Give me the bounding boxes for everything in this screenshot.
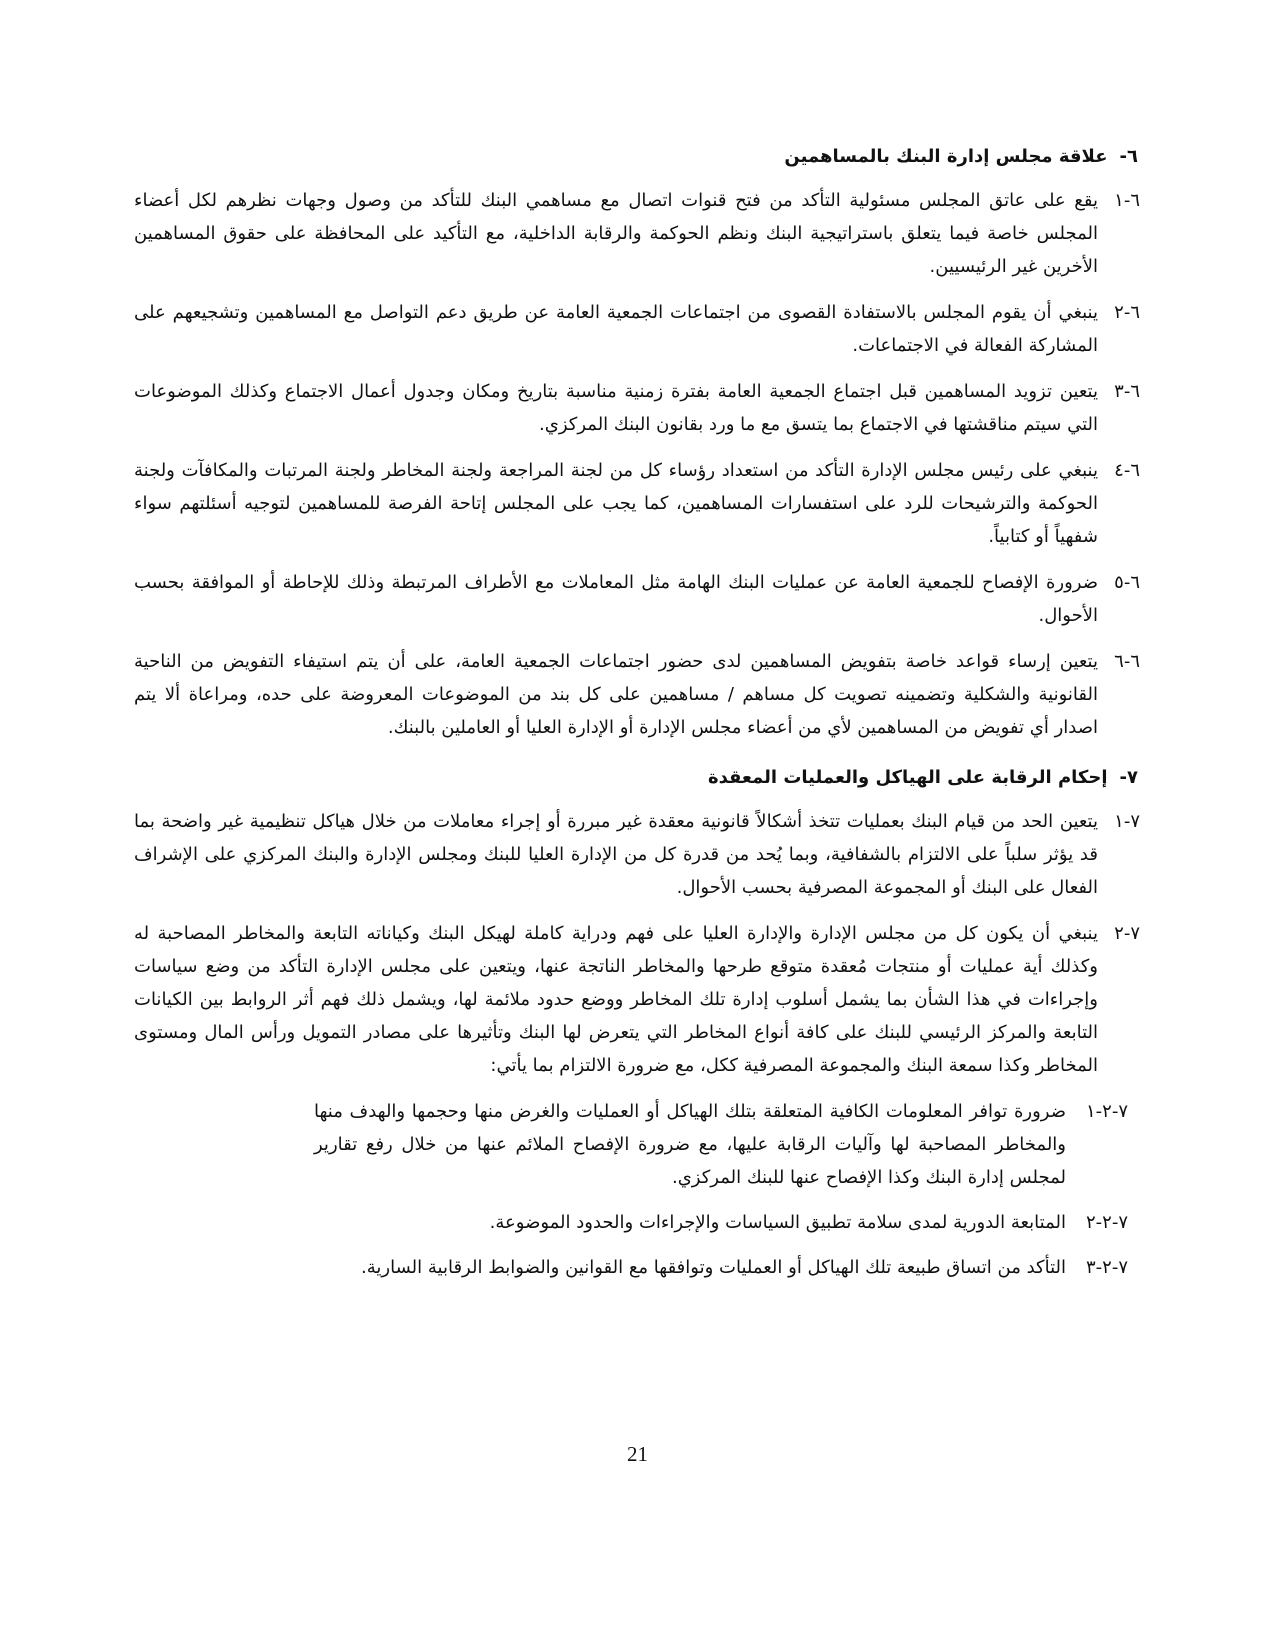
- item-text: يتعين إرساء قواعد خاصة بتفويض المساهمين لدى حضور اجتماعات الجمعية العامة، على أن يتم استيفاء التفويض من الناحية القانونية والشكلية وتضمينه تصويت كل مساهم / مساهمين على كل بند من الموضوعات المعروضة على حده، ومراعاة ألا يتم اصدار أي تفويض من المساهمين لأي من أعضاء مجلس الإدارة أو الإدارة العليا أو العاملين بالبنك.: [134, 651, 1098, 738]
- list-item: [134, 296, 1140, 362]
- list-item: [134, 184, 1140, 283]
- section-title: علاقة مجلس إدارة البنك بالمساهمين: [784, 146, 1108, 167]
- item-text: ينبغي أن يقوم المجلس بالاستفادة القصوى من اجتماعات الجمعية العامة عن طريق دعم التواصل مع المساهمين وتشجيعهم على المشاركة الفعالة في الاجتماعات.: [134, 302, 1098, 356]
- item-number: ٦-٣: [1114, 381, 1140, 402]
- section-title: إحكام الرقابة على الهياكل والعمليات المعقدة: [707, 767, 1108, 788]
- item-number: ٧-١: [1114, 811, 1140, 832]
- sub-item-text: التأكد من اتساق طبيعة تلك الهياكل أو العمليات وتوافقها مع القوانين والضوابط الرقابية السارية.: [361, 1257, 1066, 1278]
- item-text: ينبغي أن يكون كل من مجلس الإدارة والإدارة العليا على فهم ودراية كاملة لهيكل البنك وكياناته التابعة والمخاطر المصاحبة له وكذلك أية عمليات أو منتجات مُعقدة متوقع طرحها والمخاطر الناتجة عنها، ويتعين على مجلس الإدارة التأكد من وضع سياسات وإجراءات في هذا الشأن بما يشمل أسلوب إدارة تلك المخاطر ووضع حدود ملائمة لها، ويشمل ذلك فهم أثر الروابط بين الكيانات التابعة والمركز الرئيسي للبنك على كافة أنواع المخاطر التي يتعرض لها البنك وتأثيرها على مصادر التمويل ورأس المال ومستوى المخاطر وكذا سمعة البنك والمجموعة المصرفية ككل، مع ضرورة الالتزام بما يأتي:: [134, 923, 1098, 1076]
- page-content: [134, 142, 1140, 1296]
- item-number: ٦-٥: [1114, 572, 1140, 593]
- list-item: [134, 645, 1140, 744]
- item-number: ٦-٤: [1114, 460, 1140, 481]
- item-number: ٧-٢: [1114, 923, 1140, 944]
- item-number: ٦-٦: [1114, 651, 1140, 672]
- sub-item-number: ٧-٢-١: [1085, 1101, 1128, 1122]
- sub-item-number: ٧-٢-٢: [1085, 1212, 1128, 1233]
- item-number: ٦-٢: [1114, 302, 1140, 323]
- list-item: [134, 917, 1140, 1082]
- list-item: [134, 566, 1140, 632]
- item-text: يتعين الحد من قيام البنك بعمليات تتخذ أشكالاً قانونية معقدة غير مبررة أو إجراء معاملات من خلال هياكل تنظيمية غير واضحة بما قد يؤثر سلباً على الالتزام بالشفافية، وبما يُحد من قدرة كل من الإدارة العليا للبنك ومجلس الإدارة والبنك المركزي على الإشراف الفعال على البنك أو المجموعة المصرفية بحسب الأحوال.: [134, 811, 1098, 898]
- list-item: [134, 805, 1140, 904]
- sub-item-text: المتابعة الدورية لمدى سلامة تطبيق السياسات والإجراءات والحدود الموضوعة.: [489, 1212, 1066, 1233]
- item-text: يتعين تزويد المساهمين قبل اجتماع الجمعية العامة بفترة زمنية مناسبة بتاريخ ومكان وجدول أعمال الاجتماع وكذلك الموضوعات التي سيتم مناقشتها في الاجتماع بما يتسق مع ما ورد بقانون البنك المركزي.: [134, 381, 1098, 435]
- section-7-heading: [134, 763, 1140, 793]
- section-number: ٧-: [1119, 767, 1138, 788]
- section-6-heading: [134, 142, 1140, 172]
- sub-item-number: ٧-٢-٣: [1085, 1257, 1128, 1278]
- list-item: [134, 454, 1140, 553]
- page-number: 21: [627, 1442, 648, 1466]
- item-text: ضرورة الإفصاح للجمعية العامة عن عمليات البنك الهامة مثل المعاملات مع الأطراف المرتبطة وذلك للإحاطة أو الموافقة بحسب الأحوال.: [134, 572, 1098, 626]
- sub-item-text: ضرورة توافر المعلومات الكافية المتعلقة بتلك الهياكل أو العمليات والغرض منها وحجمها والهدف منها والمخاطر المصاحبة لها وآليات الرقابة عليها، مع ضرورة الإفصاح الملائم عنها من خلال رفع تقارير لمجلس إدارة البنك وكذا الإفصاح عنها للبنك المركزي.: [314, 1101, 1066, 1188]
- sub-list-item: [134, 1206, 1140, 1239]
- item-number: ٦-١: [1114, 190, 1140, 211]
- item-text: يقع على عاتق المجلس مسئولية التأكد من فتح قنوات اتصال مع مساهمي البنك للتأكد من وصول وجهات نظرهم لكل أعضاء المجلس خاصة فيما يتعلق باستراتيجية البنك ونظم الحوكمة والرقابة الداخلية، مع التأكيد على المحافظة على حقوق المساهمين الأخرين غير الرئيسيين.: [134, 190, 1098, 277]
- item-text: ينبغي على رئيس مجلس الإدارة التأكد من استعداد رؤساء كل من لجنة المراجعة ولجنة المخاطر ولجنة المرتبات والمكافآت ولجنة الحوكمة والترشيحات للرد على استفسارات المساهمين، كما يجب على المجلس إتاحة الفرصة للمساهمين لتوجيه أسئلتهم سواء شفهياً أو كتابياً.: [134, 460, 1098, 547]
- sub-list-item: [134, 1095, 1140, 1194]
- section-number: ٦-: [1119, 146, 1138, 167]
- list-item: [134, 375, 1140, 441]
- sub-list-item: [134, 1251, 1140, 1284]
